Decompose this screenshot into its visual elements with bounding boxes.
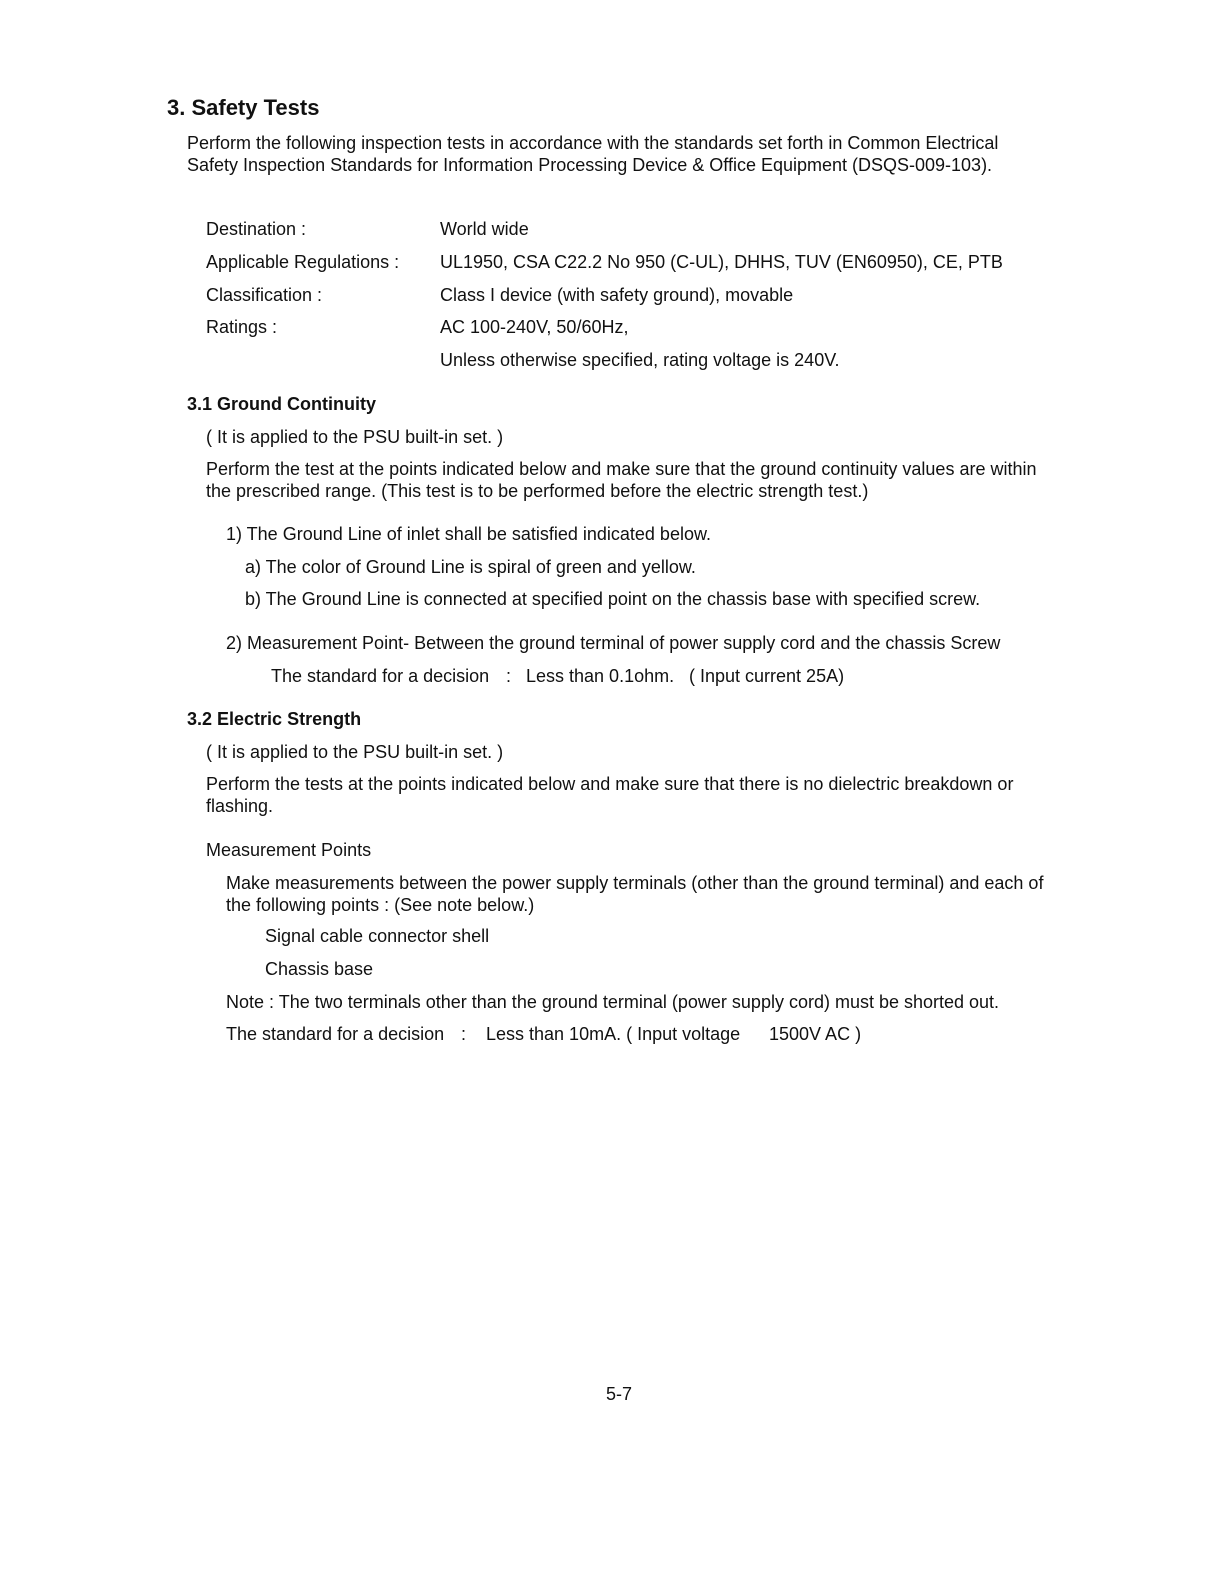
measurement-points-para: Make measurements between the power supply terminals (other than the ground terminal) and each of the following points : (See note below.)	[226, 873, 1044, 915]
ground-item-1: 1) The Ground Line of inlet shall be satisfied indicated below.	[226, 524, 711, 544]
electric-standard	[226, 1023, 926, 1045]
ground-item-1b: b) The Ground Line is connected at specified point on the chassis base with specified screw.	[245, 589, 981, 609]
ground-continuity-para: Perform the test at the points indicated below and make sure that the ground continuity values are within the prescribed range. (This test is to be performed before the electric strength test.)	[206, 459, 1037, 501]
ground-continuity-note: ( It is applied to the PSU built-in set. )	[206, 427, 504, 447]
measurement-point-item: Signal cable connector shell	[265, 926, 490, 946]
spec-row-ratings	[206, 316, 1106, 338]
spec-label: Applicable Regulations :	[206, 252, 400, 272]
spec-row-regulations	[206, 251, 1106, 273]
ground-item-1a: a) The color of Ground Line is spiral of green and yellow.	[245, 557, 696, 577]
standard-label: The standard for a decision	[271, 666, 490, 686]
spec-row-classification	[206, 284, 1106, 306]
standard-separator: :	[506, 666, 512, 686]
standard-value: Less than 10mA. ( Input voltage	[486, 1024, 741, 1044]
spec-row-destination	[206, 218, 1106, 240]
spec-label: Destination :	[206, 219, 307, 239]
ground-item-2: 2) Measurement Point- Between the ground terminal of power supply cord and the chassis Screw	[226, 633, 1001, 653]
measurement-point-item: Chassis base	[265, 959, 374, 979]
measurement-points-title: Measurement Points	[206, 840, 372, 860]
spec-value: Class I device (with safety ground), movable	[440, 285, 794, 305]
ground-standard	[271, 665, 971, 687]
standard-condition: ( Input current 25A)	[689, 666, 845, 686]
spec-value: Unless otherwise specified, rating voltage is 240V.	[440, 350, 840, 370]
spec-value: UL1950, CSA C22.2 No 950 (C-UL), DHHS, TUV (EN60950), CE, PTB	[440, 252, 1003, 272]
page-number: 5-7	[606, 1384, 633, 1404]
standard-label: The standard for a decision	[226, 1024, 445, 1044]
standard-separator: :	[461, 1024, 467, 1044]
spec-row-ratings-note	[206, 349, 1106, 371]
ground-continuity-title: 3.1 Ground Continuity	[187, 394, 376, 414]
electric-strength-title: 3.2 Electric Strength	[187, 709, 362, 729]
spec-label: Classification :	[206, 285, 323, 305]
electric-strength-para: Perform the tests at the points indicated below and make sure that there is no dielectric breakdown or flashing.	[206, 774, 1014, 816]
standard-voltage: 1500V AC )	[769, 1024, 862, 1044]
standard-value: Less than 0.1ohm.	[526, 666, 675, 686]
spec-label: Ratings :	[206, 317, 278, 337]
electric-strength-note: ( It is applied to the PSU built-in set. )	[206, 742, 504, 762]
electric-note: Note : The two terminals other than the ground terminal (power supply cord) must be shorted out.	[226, 992, 1000, 1012]
section-intro: Perform the following inspection tests in accordance with the standards set forth in Common Electrical Safety Inspection Standards for Information Processing Device & Office Equipment (DSQS-009-103).	[187, 133, 999, 175]
section-title: 3. Safety Tests	[167, 95, 320, 120]
spec-value: AC 100-240V, 50/60Hz,	[440, 317, 629, 337]
spec-value: World wide	[440, 219, 529, 239]
